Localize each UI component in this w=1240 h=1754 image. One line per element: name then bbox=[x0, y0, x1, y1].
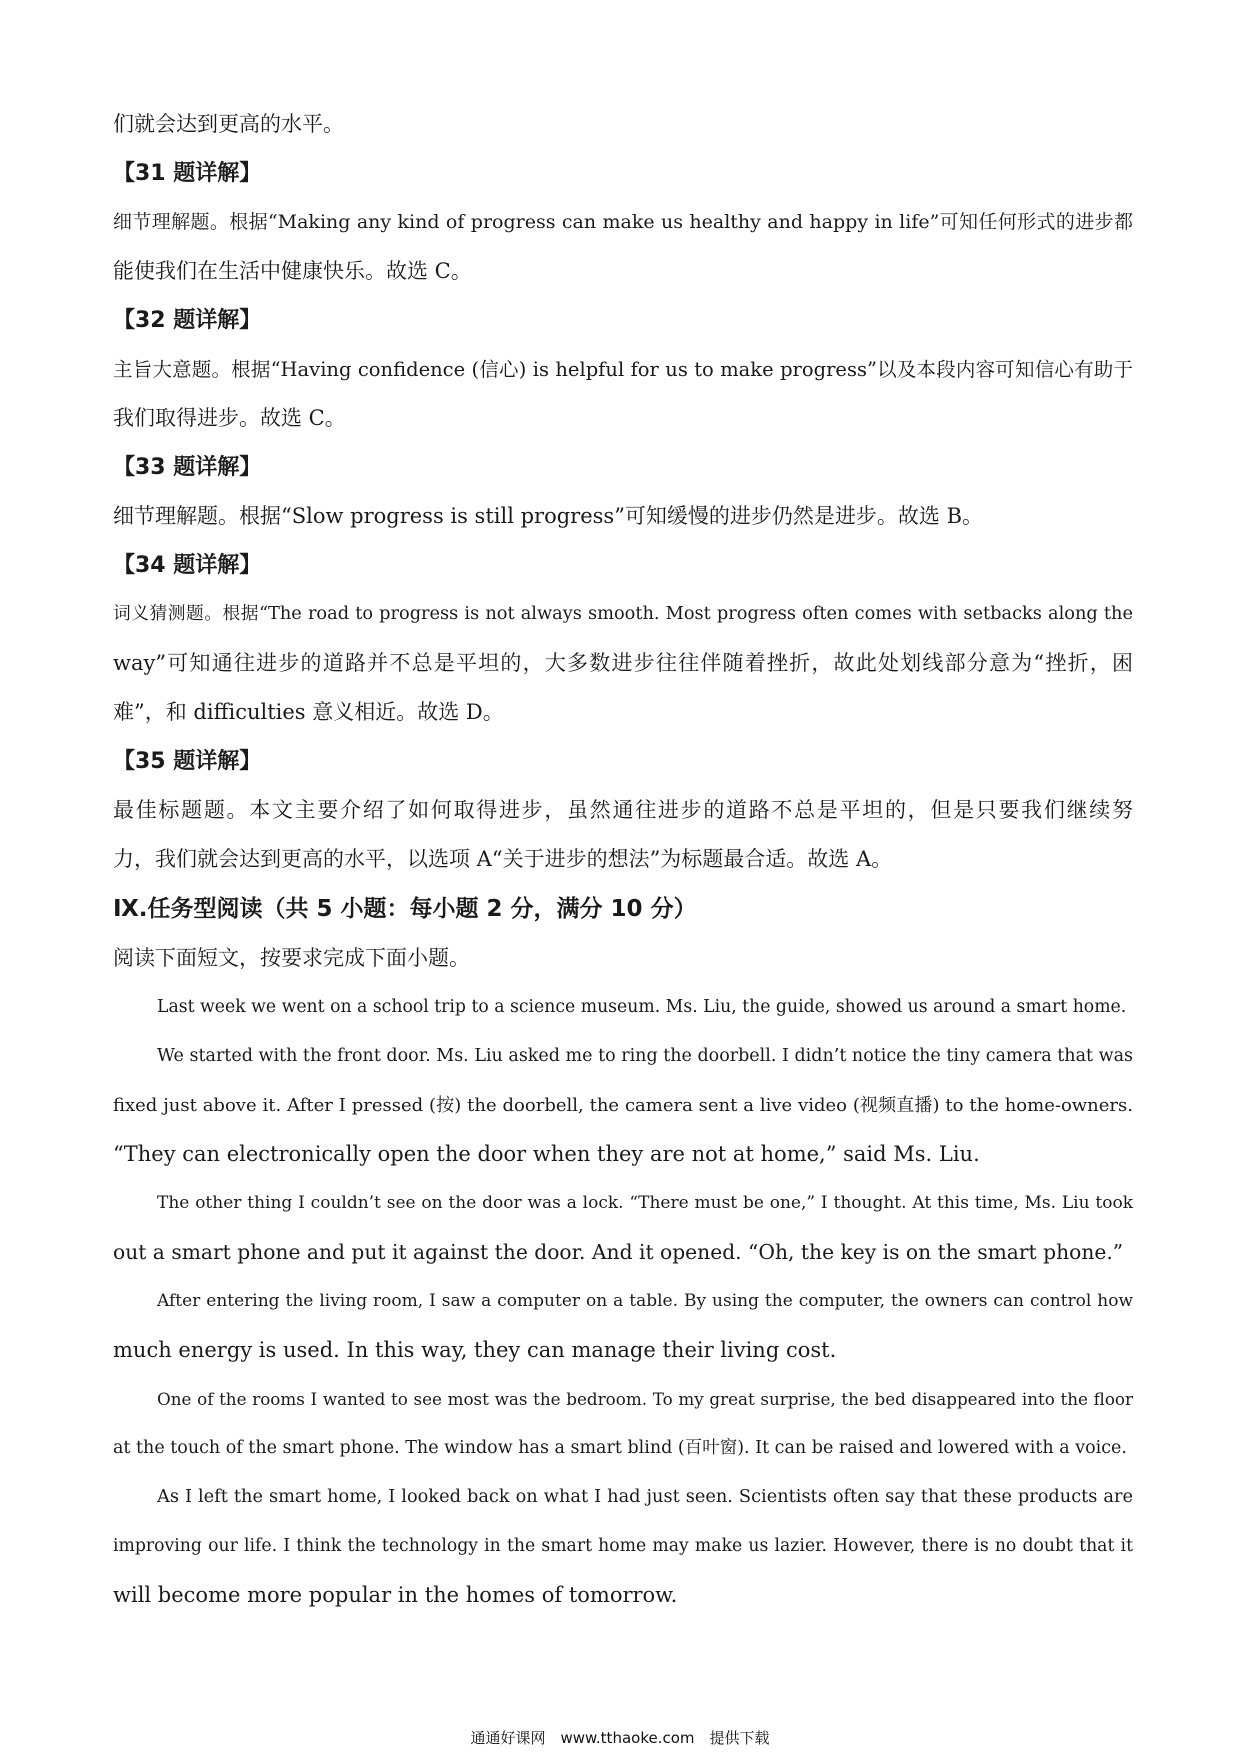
passage-paragraph-2-line-3: “They can electronically open the door when they are not at home,” said Ms. Liu. bbox=[113, 1142, 980, 1166]
passage-paragraph-1: Last week we went on a school trip to a science museum. Ms. Liu, the guide, showed us around a smart home. bbox=[157, 997, 1127, 1017]
section-title: Ⅸ.任务型阅读（共 5 小题：每小题 2 分，满分 10 分） bbox=[113, 896, 697, 922]
answer-35-line-1: 最佳标题题。本文主要介绍了如何取得进步，虽然通往进步的道路不总是平坦的，但是只要我们继续努 bbox=[113, 798, 1133, 822]
document-page bbox=[113, 100, 1133, 1620]
answer-34-line-1: 词义猜测题。根据“The road to progress is not always smooth. Most progress often comes with setbacks along the bbox=[113, 604, 1133, 624]
answer-text-line: 们就会达到更高的水平。 bbox=[113, 112, 344, 136]
passage-paragraph-4-line-1: After entering the living room, I saw a computer on a table. By using the computer, the owners can control how bbox=[157, 1291, 1133, 1311]
question-32-heading: 【32 题详解】 bbox=[113, 308, 262, 333]
instructions: 阅读下面短文，按要求完成下面小题。 bbox=[113, 946, 470, 970]
passage-paragraph-6-line-2: improving our life. I think the technology in the smart home may make us lazier. However, there is no doubt that it bbox=[113, 1536, 1133, 1556]
passage-paragraph-3-line-1: The other thing I couldn’t see on the door was a lock. “There must be one,” I thought. At this time, Ms. Liu took bbox=[157, 1193, 1133, 1213]
passage-paragraph-6-line-1: As I left the smart home, I looked back on what I had just seen. Scientists often say that these products are bbox=[157, 1487, 1133, 1507]
passage-paragraph-2-line-2: fixed just above it. After I pressed (按) the doorbell, the camera sent a live video (视频直播) to the home-owners. bbox=[113, 1095, 1133, 1116]
answer-35-line-2: 力，我们就会达到更高的水平，以选项 A“关于进步的想法”为标题最合适。故选 A。 bbox=[113, 847, 893, 871]
answer-34-line-2: way”可知通往进步的道路并不总是平坦的，大多数进步往往伴随着挫折，故此处划线部分意为“挫折，困 bbox=[113, 651, 1133, 675]
answer-32-line-2: 我们取得进步。故选 C。 bbox=[113, 406, 346, 430]
question-35-heading: 【35 题详解】 bbox=[113, 749, 262, 774]
question-34-heading: 【34 题详解】 bbox=[113, 553, 262, 578]
answer-33-line-1: 细节理解题。根据“Slow progress is still progress”可知缓慢的进步仍然是进步。故选 B。 bbox=[113, 504, 984, 528]
answer-31-line-1: 细节理解题。根据“Making any kind of progress can make us healthy and happy in life”可知任何形式的进步都 bbox=[113, 211, 1133, 233]
page-footer: 通通好课网 www.tthaoke.com 提供下载 bbox=[470, 1729, 770, 1747]
question-33-heading: 【33 题详解】 bbox=[113, 455, 262, 480]
passage-paragraph-3-line-2: out a smart phone and put it against the door. And it opened. “Oh, the key is on the smart phone.” bbox=[113, 1240, 1124, 1264]
passage-paragraph-4-line-2: much energy is used. In this way, they can manage their living cost. bbox=[113, 1338, 837, 1362]
passage-paragraph-2-line-1: We started with the front door. Ms. Liu asked me to ring the doorbell. I didn’t notice the tiny camera that was bbox=[157, 1046, 1133, 1066]
question-31-heading: 【31 题详解】 bbox=[113, 161, 262, 186]
passage-paragraph-6-line-3: will become more popular in the homes of tomorrow. bbox=[113, 1583, 678, 1607]
answer-32-line-1: 主旨大意题。根据“Having confidence (信心) is helpful for us to make progress”以及本段内容可知信心有助于 bbox=[113, 358, 1133, 381]
answer-31-line-2: 能使我们在生活中健康快乐。故选 C。 bbox=[113, 259, 472, 283]
passage-paragraph-5-line-2: at the touch of the smart phone. The window has a smart blind (百叶窗). It can be raised and lowered with a voice. bbox=[113, 1438, 1127, 1458]
passage-paragraph-5-line-1: One of the rooms I wanted to see most was the bedroom. To my great surprise, the bed disappeared into the floor bbox=[157, 1389, 1133, 1409]
answer-34-line-3: 难”，和 difficulties 意义相近。故选 D。 bbox=[113, 700, 504, 724]
